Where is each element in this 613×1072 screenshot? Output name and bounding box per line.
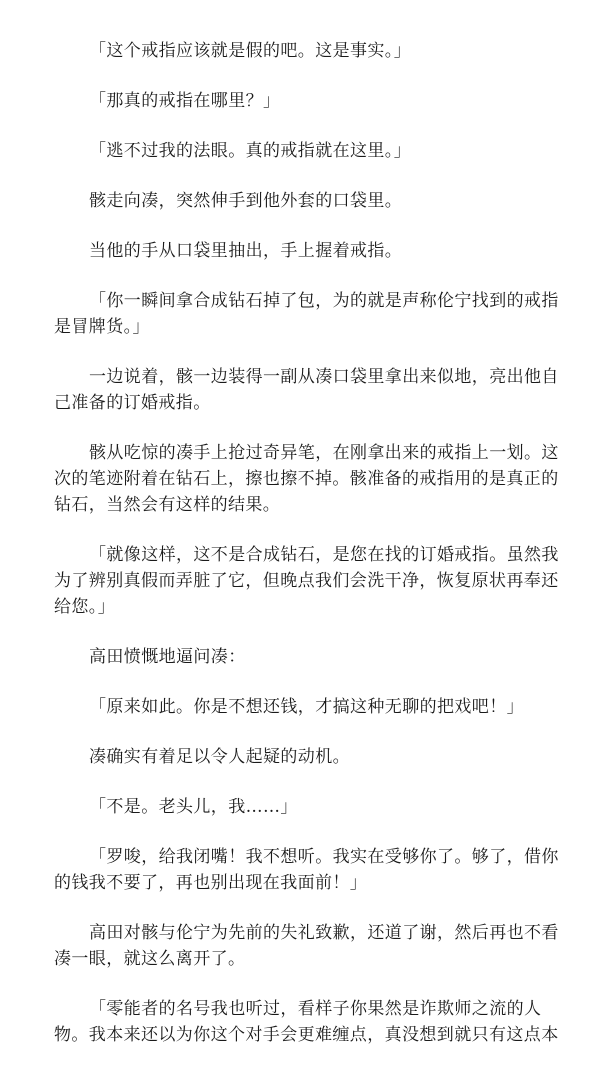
paragraph-3: 「逃不过我的法眼。真的戒指就在这里。」 (89, 141, 412, 161)
paragraph-9: 「就像这样，这不是合成钻石，是您在找的订婚戒指。虽然我为了辨别真假而弄脏了它，但晚点我们会洗干净，恢复原状再奉还给您。」 (54, 545, 559, 617)
paragraph-11: 「原来如此。你是不想还钱，才搞这种无聊的把戏吧！」 (89, 697, 524, 717)
paragraph-5: 当他的手从口袋里抽出，手上握着戒指。 (89, 241, 403, 261)
paragraph-8: 骸从吃惊的凑手上抢过奇异笔，在刚拿出来的戒指上一划。这次的笔迹附着在钻石上，擦也擦不掉。骸准备的戒指用的是真正的钻石，当然会有这样的结果。 (54, 443, 559, 515)
paragraph-12: 凑确实有着足以令人起疑的动机。 (89, 747, 350, 767)
paragraph-10: 高田愤慨地逼问凑： (89, 647, 246, 667)
paragraph-13: 「不是。老头儿，我……」 (89, 797, 298, 817)
document-page (54, 38, 568, 1072)
paragraph-15: 高田对骸与伦宁为先前的失礼致歉，还道了谢，然后再也不看凑一眼，就这么离开了。 (54, 923, 559, 969)
paragraph-6: 「你一瞬间拿合成钻石掉了包，为的就是声称伦宁找到的戒指是冒牌货。」 (54, 291, 559, 337)
paragraph-14: 「罗唆，给我闭嘴！我不想听。我实在受够你了。够了，借你的钱我不要了，再也别出现在我面前！」 (54, 847, 559, 893)
paragraph-16: 「零能者的名号我也听过，看样子你果然是诈欺师之流的人物。我本来还以为你这个对手会更难缠点，真没想到就只有这点本 (54, 999, 559, 1045)
paragraph-7: 一边说着，骸一边装得一副从凑口袋里拿出来似地，亮出他自己准备的订婚戒指。 (54, 367, 559, 413)
paragraph-1: 「这个戒指应该就是假的吧。这是事实。」 (89, 41, 412, 61)
paragraph-2: 「那真的戒指在哪里？」 (89, 91, 281, 111)
paragraph-4: 骸走向凑，突然伸手到他外套的口袋里。 (89, 191, 403, 211)
